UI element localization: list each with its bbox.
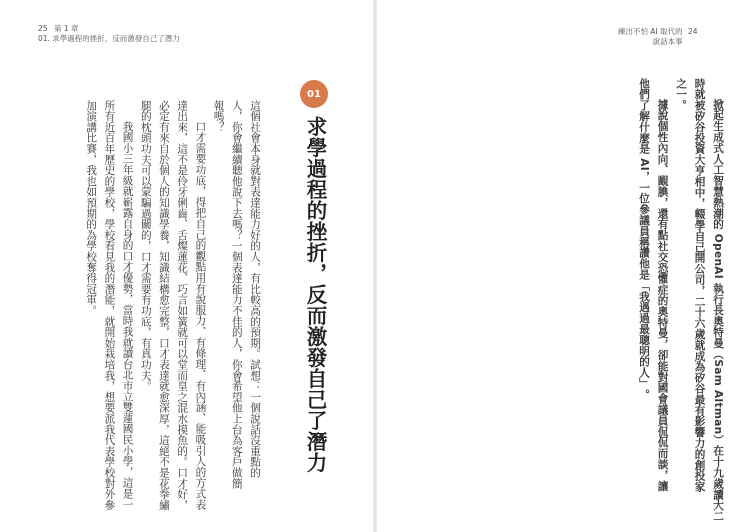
body-line: 據說個性內向、靦腆，還有點社交恐懼症的奧特曼，卻能對國會議員侃侃而談，讓 (656, 99, 669, 492)
section-number-badge: 01 (300, 80, 328, 108)
right-page-number: 24 (688, 27, 698, 36)
book-title-line-2: 說話本事 (652, 37, 683, 46)
body-line: 之一。 (675, 78, 687, 111)
body-line: 我國小三年級就嶄露自身的口才優勢，當時我就讀台北市立雙蓮國民小學，這是一 (121, 121, 134, 510)
body-line: 必定有來自於個人的知識學養，知識結構愈完整，口才表達就愈深厚，這絕不是花拳繡 (157, 100, 170, 511)
left-page-number: 25 (38, 24, 48, 33)
section-label: 01. 求學過程的挫折，反而激發自己了潛力 (38, 34, 180, 43)
left-running-header (38, 24, 180, 44)
right-page-body (541, 78, 727, 522)
body-line: 時就被矽谷投資大亨相中，輟學自己開公司，二十六歲就成為矽谷最有影響力的創投家 (693, 78, 706, 493)
body-line: 所有近百年歷史的學校，學校看見我的潛能，就開始栽培我，想要派我代表學校對外參 (103, 100, 116, 511)
book-gutter (373, 0, 377, 532)
body-line: 達出來，這不是伶牙俐齒、舌燦蓮花、巧言如簧就可以堂而皇之混水摸魚的。口才好， (176, 100, 189, 511)
book-title-line-1: 練出不怕 AI 取代的 (618, 27, 683, 36)
body-line: 口才需要功底，得把自己的觀點用有說服力、有條理、有內涵、能吸引人的方式表 (194, 121, 207, 510)
body-line: 腿的枕頭功夫可以蒙騙過關的，口才需要有功底，有真功夫。 (139, 100, 152, 392)
body-line: 報嗎？ (212, 100, 225, 133)
left-page-body (46, 100, 264, 511)
chapter-label: 第 1 章 (53, 24, 79, 33)
section-title: 求學過程的挫折，反而激發自己了潛力 (303, 116, 327, 473)
right-running-header (618, 27, 698, 47)
body-line: 人，你會繼續聽他說下去嗎？一個表達能力不佳的人，你會希望他上台為客戶做簡 (230, 100, 243, 489)
body-line: 這個社會本身就對表達能力好的人，有比較高的預期。試想：一個說話沒重點的 (249, 100, 261, 478)
body-line: 加演講比賽，我也如預期的為學校奪得冠軍。 (85, 100, 98, 316)
body-line: 他們了解什麼是 AI，一位參議員稱讚他是「我遇過最聰明的人」。 (638, 78, 650, 400)
body-line: 掀起生成式人工智慧熱潮的 OpenAI 執行長奧特曼（Sam Altman）在十九歲讀大二 (712, 99, 724, 522)
